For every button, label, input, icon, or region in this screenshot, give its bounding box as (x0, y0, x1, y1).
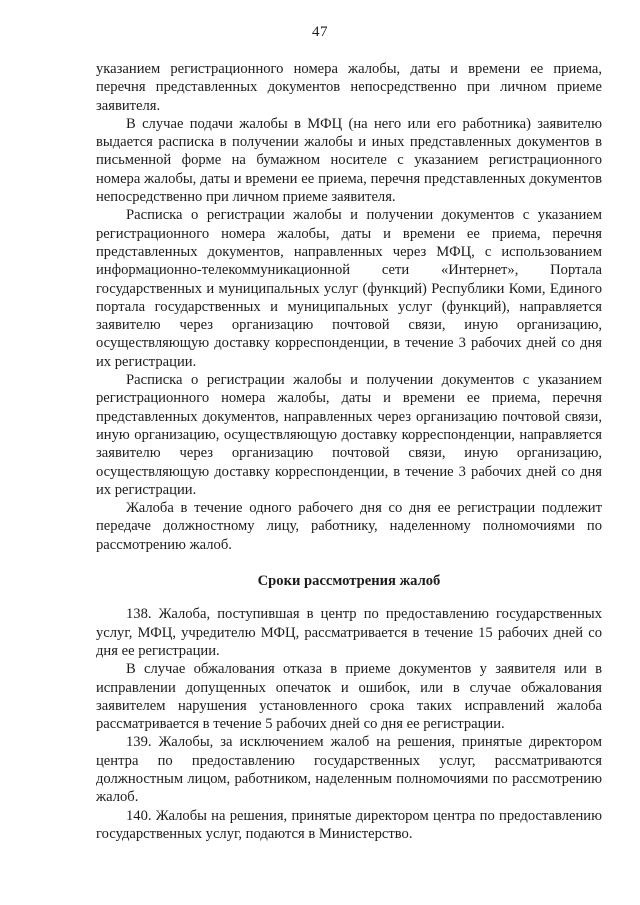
paragraph-receipt-via-post: Расписка о регистрации жалобы и получении документов с указанием регистрационного номера жалобы, даты и времени ее приема, перечня представленных документов, направленных через организацию почтовой связи, иную организацию, осуществляющую доставку корреспонденции, направляется заявителю через организацию почтовой связи, иную организацию, осуществляющую доставку корреспонденции, в течение 3 рабочих дней со дня их регистрации. (96, 372, 602, 498)
page-number: 47 (312, 24, 328, 40)
paragraph-transfer-complaint: Жалоба в течение одного рабочего дня со дня ее регистрации подлежит передаче должностному лицу, работнику, наделенному полномочиями по рассмотрению жалоб. (96, 500, 602, 553)
paragraph-139: 139. Жалобы, за исключением жалоб на решения, принятые директором центра по предоставлению государственных услуг, рассматриваются должностным лицом, работником, наделенным полномочиями по рассмотрению жалоб. (96, 734, 602, 806)
paragraph-continuation: указанием регистрационного номера жалобы, даты и времени ее приема, перечня представленных документов непосредственно при личном приеме заявителя. (96, 61, 602, 114)
paragraph-appeal-refusal: В случае обжалования отказа в приеме документов у заявителя или в исправлении допущенных опечаток и ошибок, или в случае обжалования заявителем нарушения установленного срока таких исправлений жалоба рассматривается в течение 5 рабочих дней со дня ее регистрации. (96, 661, 602, 733)
paragraph-140: 140. Жалобы на решения, принятые директором центра по предоставлению государственных услуг, подаются в Министерство. (96, 807, 602, 842)
paragraph-mfc-receipt: В случае подачи жалобы в МФЦ (на него или его работника) заявителю выдается расписка в получении жалобы и иных представленных документов в письменной форме на бумажном носителе с указанием регистрационного номера жалобы, даты и времени ее приема, перечня представленных документов непосредственно при личном приеме заявителя. (96, 115, 602, 206)
document-body (96, 60, 602, 843)
section-title: Сроки рассмотрения жалоб (257, 573, 441, 590)
paragraph-receipt-via-mfc: Расписка о регистрации жалобы и получении документов с указанием регистрационного номера жалобы, даты и времени ее приема, перечня представленных документов, направленных через МФЦ, с использованием информационно-телекоммуникационной сети «Интернет», Портала государственных и муниципальных услуг (функций) Республики Коми, Единого портала государственных и муниципальных услуг (функций), направляется заявителю через организацию почтовой связи, иную организацию, осуществляющую доставку корреспонденции, в течение 3 рабочих дней со дня их регистрации. (96, 207, 602, 370)
paragraph-138: 138. Жалоба, поступившая в центр по предоставлению государственных услуг, МФЦ, учредителю МФЦ, рассматривается в течение 15 рабочих дней со дня ее регистрации. (96, 606, 602, 659)
